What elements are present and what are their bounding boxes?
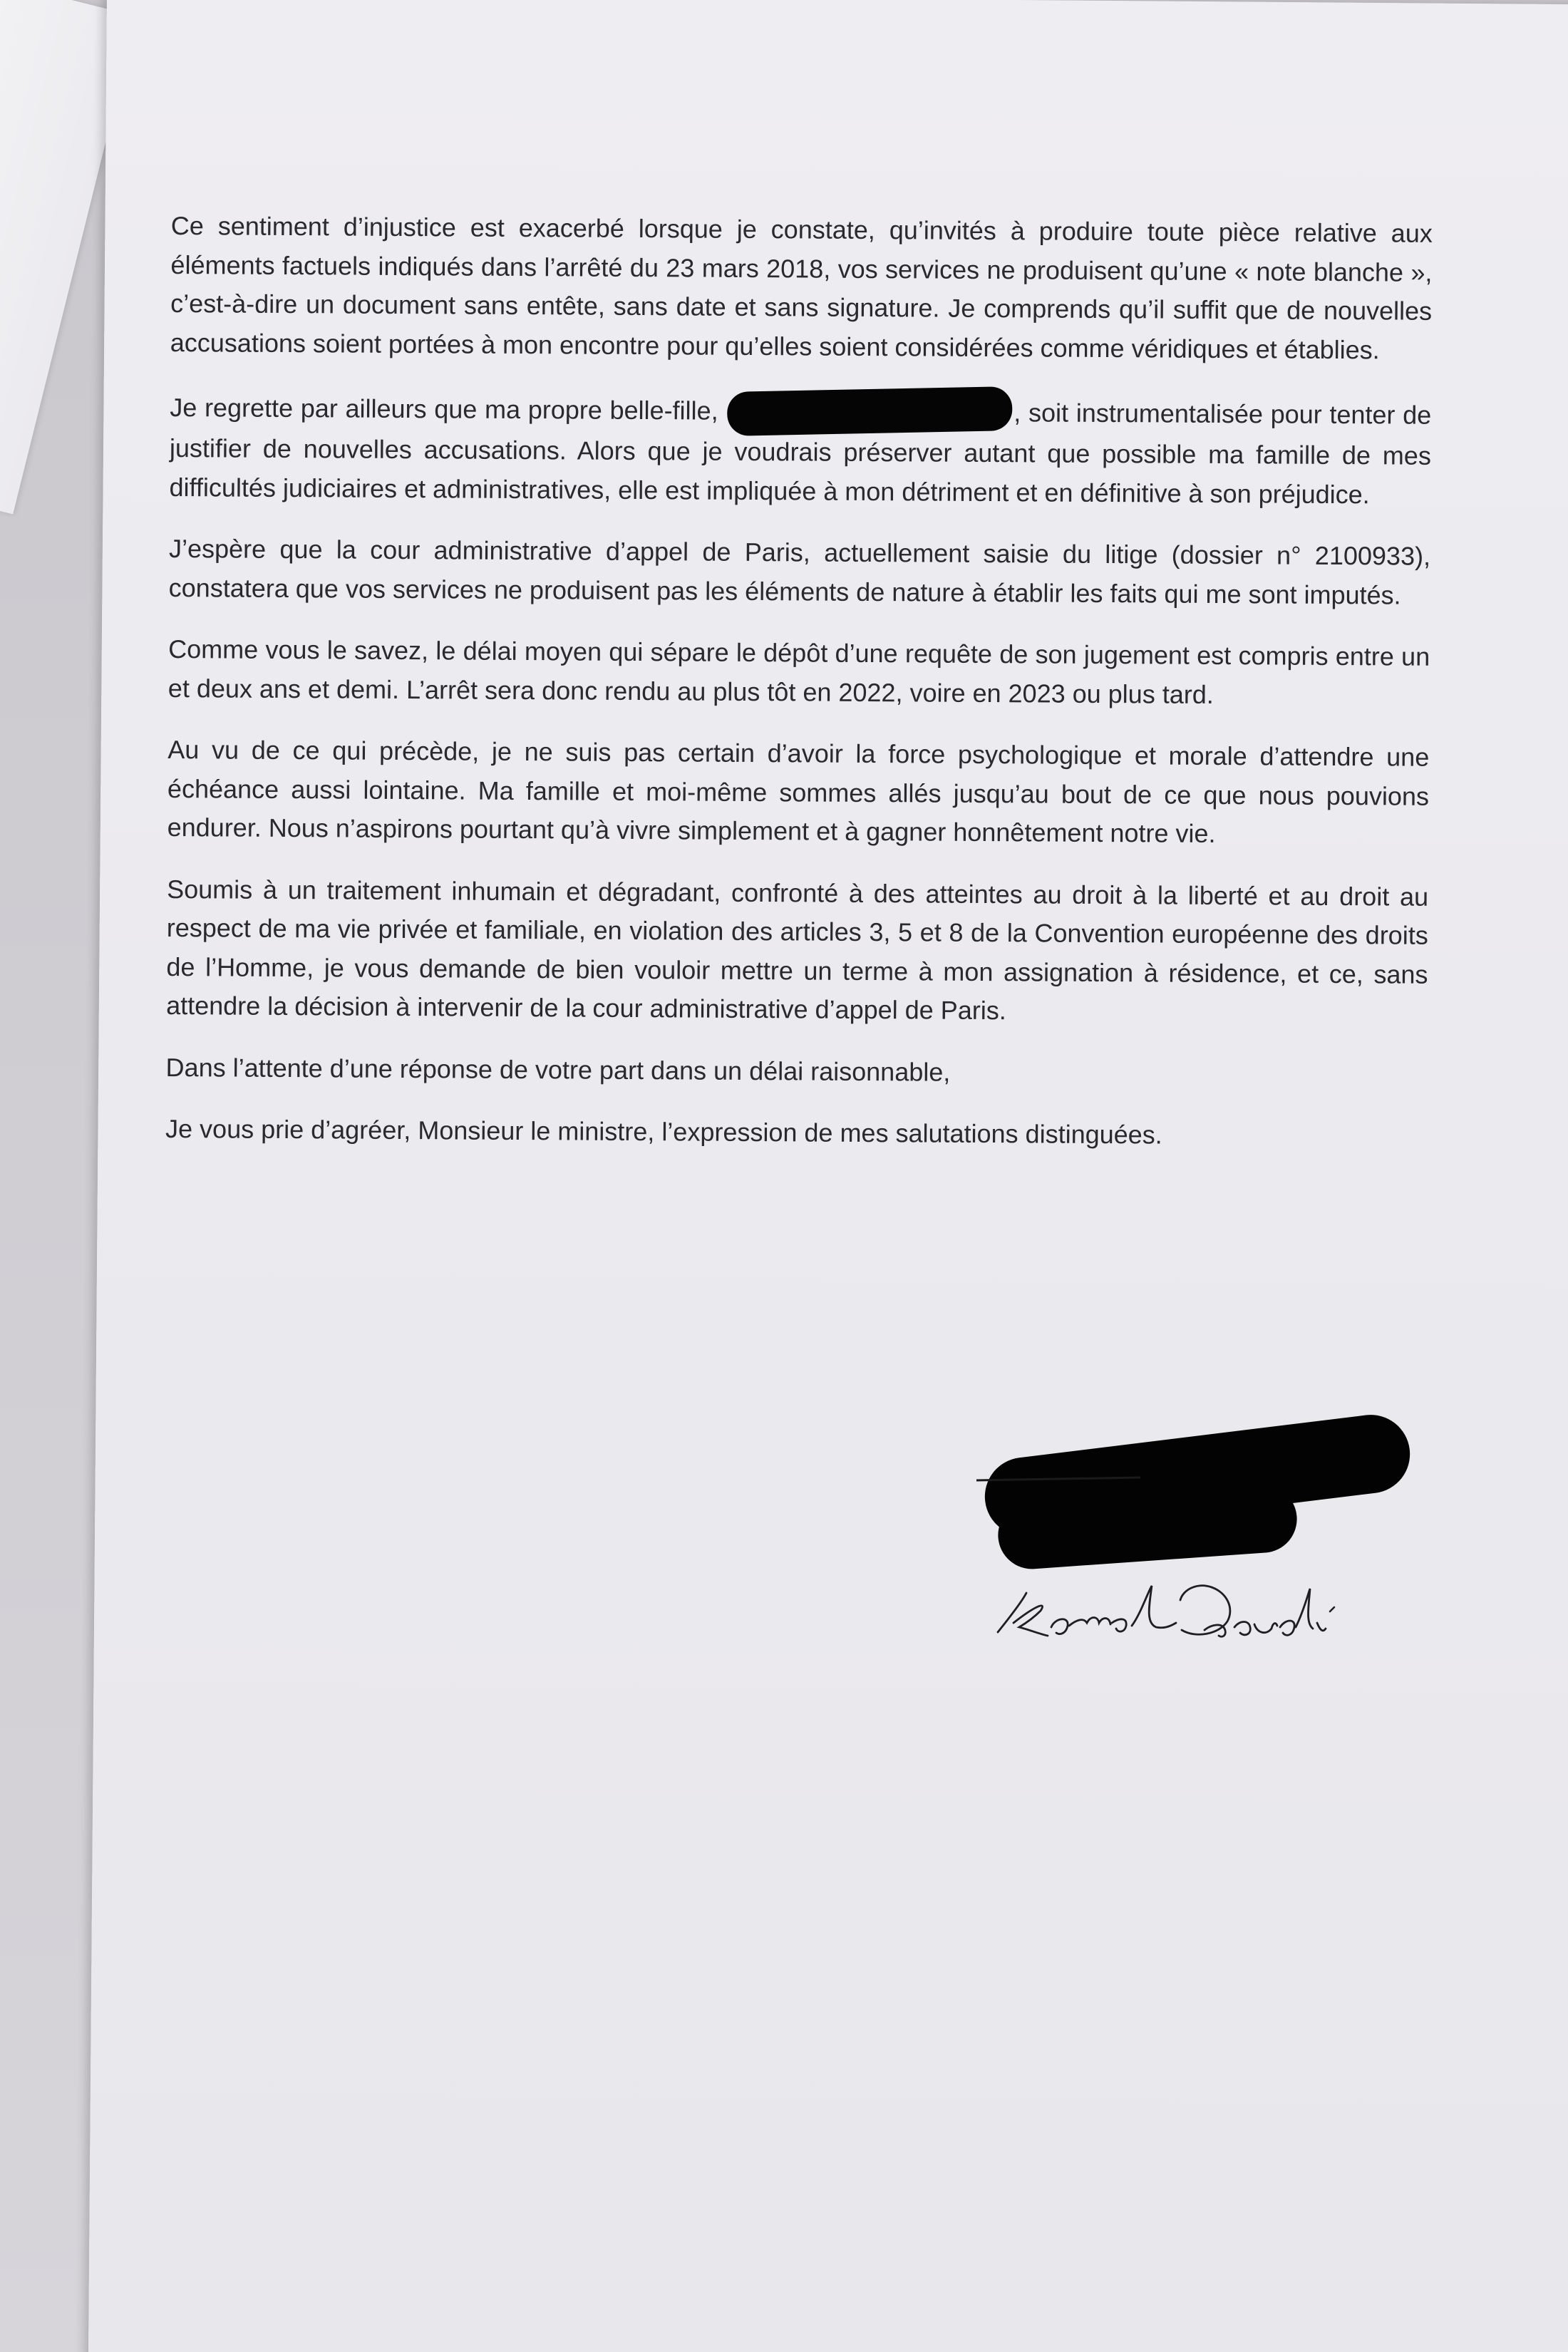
redacted-name bbox=[727, 386, 1013, 436]
paragraph-salutations: Je vous prie d’agréer, Monsieur le ministre, l’expression de mes salutations distinguées. bbox=[165, 1113, 1162, 1150]
paragraph-delai: Comme vous le savez, le délai moyen qui sépare le dépôt d’une requête de son jugement est compris entre un et deux ans et demi. L’arrêt sera donc rendu au plus tôt en 2022, voire en 2023 ou plus tard. bbox=[167, 634, 1430, 709]
paragraph-belle-fille-start: Je regrette par ailleurs que ma propre belle-fille, bbox=[170, 392, 718, 425]
paragraph-attente: Dans l’attente d’une réponse de votre part dans un délai raisonnable, bbox=[165, 1052, 951, 1087]
paragraph-cour-appel: J’espère que la cour administrative d’appel de Paris, actuellement saisie du litige (dossier n° 2100933), constatera que vos services ne produisent pas les éléments de nature à établir les faits qui me sont imputés. bbox=[168, 533, 1431, 610]
paragraph-belle-fille-end: , soit instrumentalisée pour tenter de justifier de nouvelles accusations. Alors que je voudrais préserver autant que possible ma famille de mes difficultés judiciaires et administratives, elle est impliquée à mon détriment et en définitive à son préjudice. bbox=[169, 398, 1432, 509]
handwritten-signature bbox=[969, 1436, 1425, 1664]
paragraph-force: Au vu de ce qui précède, je ne suis pas certain d’avoir la force psychologique et morale d’attendre une échéance aussi lointaine. Ma famille et moi-même sommes allés jusqu’au bout de ce que nous pouvions endurer. Nous n’aspirons pourtant qu’à vivre simplement et à gagner honnêtement notre vie. bbox=[167, 734, 1430, 848]
paragraph-note-blanche: Ce sentiment d’injustice est exacerbé lorsque je constate, qu’invités à produire toute pièce relative aux éléments factuels indiqués dans l’arrêté du 23 mars 2018, vos services ne produisent qu’une « note blanche », c’est-à-dire un document sans entête, sans date et sans signature. Je comprends qu’il suffit que de nouvelles accusations soient portées à mon encontre pour qu’elles soient considérées comme véridiques et établies. bbox=[170, 210, 1433, 364]
signature-block bbox=[969, 1436, 1425, 1664]
paragraph-belle-fille bbox=[169, 385, 1431, 515]
letter-body bbox=[165, 207, 1433, 1179]
paragraph-demande: Soumis à un traitement inhumain et dégradant, confronté à des atteintes au droit à la liberté et au droit au respect de ma vie privée et familiale, en violation des articles 3, 5 et 8 de la Convention européenne des droits de l’Homme, je vous demande de bien vouloir mettre un terme à mon assignation à résidence, et ce, sans attendre la décision à intervenir de la cour administrative d’appel de Paris. bbox=[166, 874, 1429, 1026]
